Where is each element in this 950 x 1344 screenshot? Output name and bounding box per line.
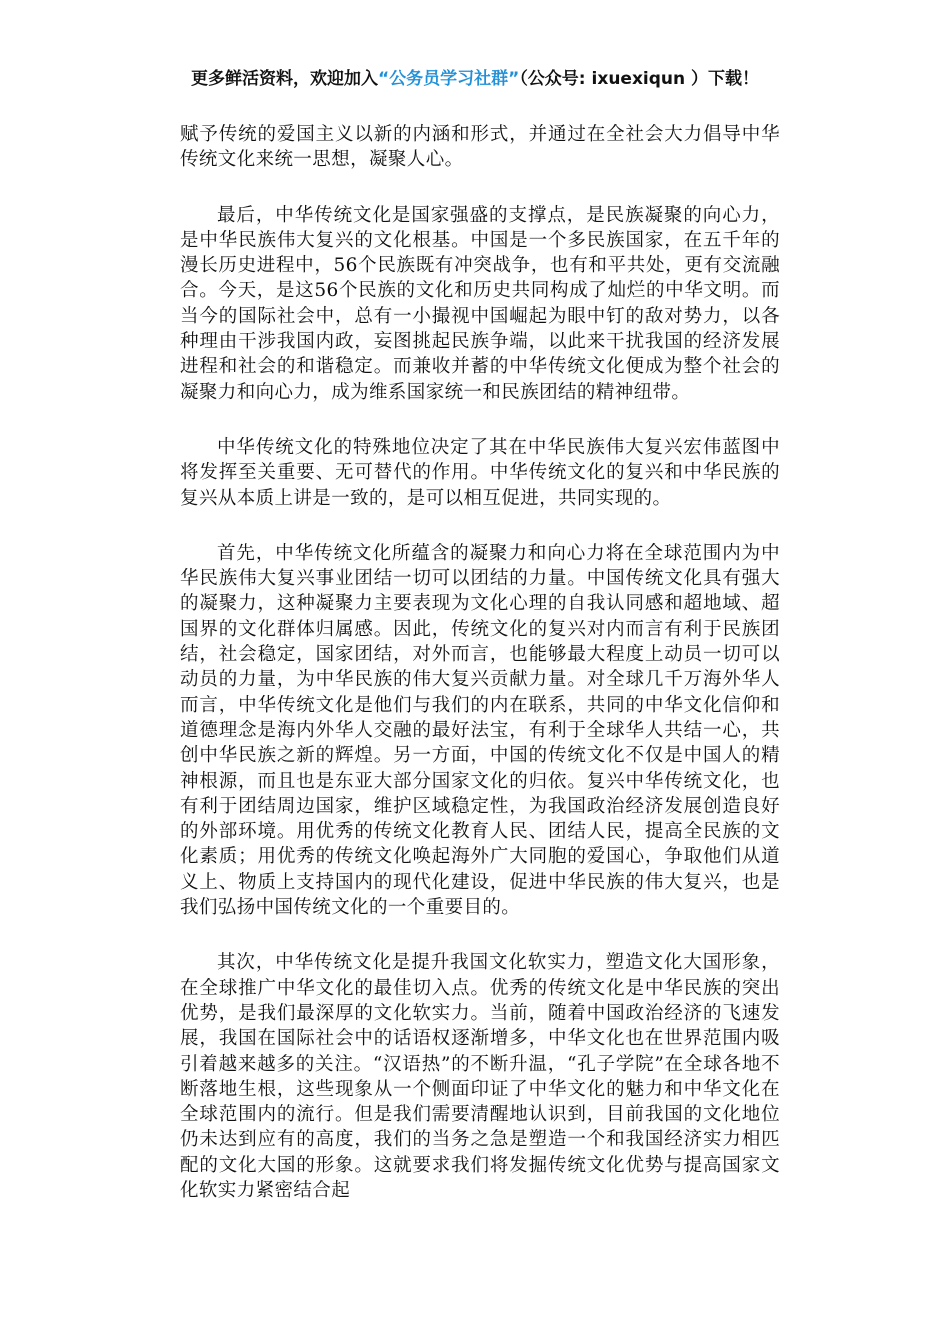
header-community-name: “公务员学习社群”: [377, 69, 520, 89]
document-body: [180, 122, 780, 1203]
paragraph-special-status: 中华传统文化的特殊地位决定了其在中华民族伟大复兴宏伟蓝图中将发挥至关重要、无可替代的作用。中华传统文化的复兴和中华民族的复兴从本质上讲是一致的，是可以相互促进，共同实现的。: [180, 436, 780, 509]
paragraph-second: 其次，中华传统文化是提升我国文化软实力，塑造文化大国形象，在全球推广中华文化的最佳切入点。优秀的传统文化是中华民族的突出优势，是我们最深厚的文化软实力。当前，随着中国政治经济的飞速发展，我国在国际社会中的话语权逐渐增多，中华文化也在世界范围内吸引着越来越多的关注。“汉语热”的不断升温，“孔子学院”在全球各地不断落地生根，这些现象从一个侧面印证了中华文化的魅力和中华文化在全球范围内的流行。但是我们需要清醒地认识到，目前我国的文化地位仍未达到应有的高度，我们的当务之急是塑造一个和我国经济实力相匹配的文化大国的形象。这就要求我们将发掘传统文化优势与提高国家文化软实力紧密结合起: [180, 952, 780, 1201]
paragraph-continuation: 赋予传统的爱国主义以新的内涵和形式，并通过在全社会大力倡导中华传统文化来统一思想，凝聚人心。: [180, 124, 780, 171]
paragraph-finally: 最后，中华传统文化是国家强盛的支撑点，是民族凝聚的向心力，是中华民族伟大复兴的文化根基。中国是一个多民族国家，在五千年的漫长历史进程中，56个民族既有冲突战争，也有和平共处，更有交流融合。今天，是这56个民族的文化和历史共同构成了灿烂的中华文明。而当今的国际社会中，总有一小撮视中国崛起为眼中钉的敌对势力，以各种理由干涉我国内政，妄图挑起民族争端，以此来干扰我国的经济发展进程和社会的和谐稳定。而兼收并蓄的中华传统文化便成为整个社会的凝聚力和向心力，成为维系国家统一和民族团结的精神纽带。: [180, 204, 780, 403]
header-suffix: （公众号: ixuexiqun ）下载！: [519, 69, 760, 89]
download-promo-header: [0, 66, 950, 92]
header-prefix: 更多鲜活资料，欢迎加入: [190, 69, 378, 89]
paragraph-first: 首先，中华传统文化所蕴含的凝聚力和向心力将在全球范围内为中华民族伟大复兴事业团结一切可以团结的力量。中国传统文化具有强大的凝聚力，这种凝聚力主要表现为文化心理的自我认同感和超地域、超国界的文化群体归属感。因此，传统文化的复兴对内而言有利于民族团结，社会稳定，国家团结，对外而言，也能够最大程度上动员一切可以动员的力量，为中华民族的伟大复兴贡献力量。对全球几千万海外华人而言，中华传统文化是他们与我们的内在联系，共同的中华文化信仰和道德理念是海内外华人交融的最好法宝，有利于全球华人共结一心，共创中华民族之新的辉煌。另一方面，中国的传统文化不仅是中国人的精神根源，而且也是东亚大部分国家文化的归依。复兴中华传统文化，也有利于团结周边国家，维护区域稳定性，为我国政治经济发展创造良好的外部环境。用优秀的传统文化教育人民、团结人民，提高全民族的文化素质；用优秀的传统文化唤起海外广大同胞的爱国心，争取他们从道义上、物质上支持国内的现代化建设，促进中华民族的伟大复兴，也是我们弘扬中国传统文化的一个重要目的。: [180, 542, 780, 919]
